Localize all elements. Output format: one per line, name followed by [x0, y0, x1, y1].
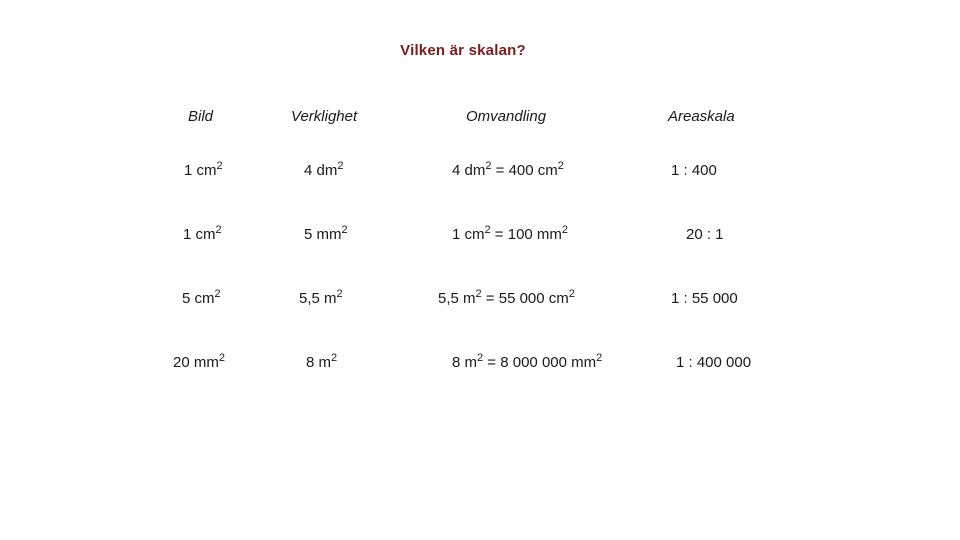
value-text: = 8 000 000 mm: [483, 354, 597, 371]
exponent: 2: [215, 224, 222, 236]
header-verklighet: Verklighet: [291, 108, 358, 125]
value-text: 5,5 m: [299, 290, 337, 307]
table-cell-bild: [182, 289, 221, 309]
exponent: 2: [557, 160, 564, 172]
value-text: = 400 cm: [491, 162, 558, 179]
exponent: 2: [336, 288, 343, 300]
table-cell-bild: [184, 161, 223, 181]
value-text: 5,5 m: [438, 290, 476, 307]
table-cell-areaskala: 1 : 400: [671, 162, 717, 179]
exponent: 2: [341, 224, 348, 236]
table-cell-verklighet: [304, 225, 348, 245]
value-text: 4 dm: [452, 162, 486, 179]
value-text: 1 cm: [452, 226, 485, 243]
value-text: 20 mm: [173, 354, 219, 371]
header-areaskala: Areaskala: [668, 108, 735, 125]
table-cell-omvandling: [438, 289, 575, 309]
exponent: 2: [485, 160, 492, 172]
table-cell-bild: [183, 225, 222, 245]
exponent: 2: [477, 352, 484, 364]
value-text: 1 cm: [183, 226, 216, 243]
exponent: 2: [218, 352, 225, 364]
table-cell-areaskala: 1 : 400 000: [676, 354, 752, 371]
exponent: 2: [568, 288, 575, 300]
value-text: 8 m: [306, 354, 332, 371]
table-cell-omvandling: [452, 353, 602, 373]
exponent: 2: [561, 224, 569, 236]
table-cell-omvandling: [452, 225, 568, 245]
exponent: 2: [216, 160, 223, 172]
value-text: 5 mm: [304, 226, 342, 243]
exponent: 2: [331, 352, 338, 364]
value-text: 1 cm: [184, 162, 217, 179]
value-text: = 55 000 cm: [481, 290, 569, 307]
exponent: 2: [337, 160, 344, 172]
table-cell-verklighet: [304, 161, 343, 181]
table-cell-bild: [173, 353, 225, 373]
exponent: 2: [484, 224, 491, 236]
table-cell-omvandling: [452, 161, 564, 181]
header-bild: Bild: [188, 108, 214, 125]
table-cell-areaskala: 20 : 1: [686, 226, 724, 243]
table-cell-verklighet: [299, 289, 343, 309]
exponent: 2: [596, 352, 603, 364]
value-text: = 100 mm: [490, 226, 562, 243]
page-title: Vilken är skalan?: [400, 42, 526, 59]
exponent: 2: [475, 288, 482, 300]
table-cell-areaskala: 1 : 55 000: [671, 290, 738, 307]
header-omvandling: Omvandling: [466, 108, 547, 125]
value-text: 4 dm: [304, 162, 338, 179]
exponent: 2: [214, 288, 221, 300]
value-text: 5 cm: [182, 290, 215, 307]
table-cell-verklighet: [306, 353, 337, 373]
value-text: 8 m: [452, 354, 478, 371]
